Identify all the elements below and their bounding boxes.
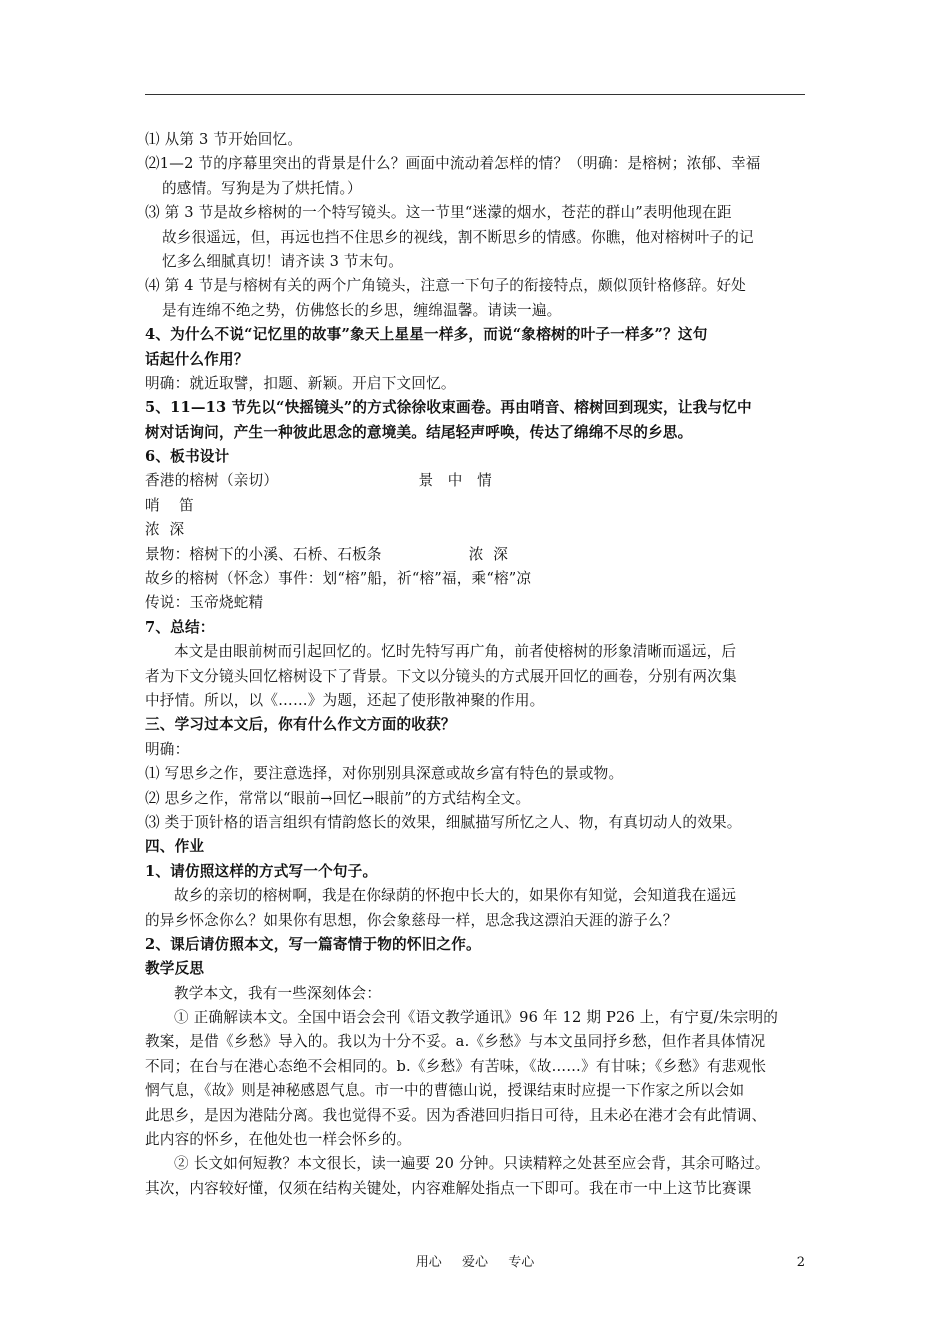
text-line: ⑴ 从第 3 节开始回忆。 bbox=[145, 131, 303, 148]
section-heading-line: 4、为什么不说“记忆里的故事”象天上星星一样多，而说“象榕树的叶子一样多”？这句 bbox=[145, 326, 708, 344]
text-line: 此思乡，是因为港陆分离。我也觉得不妥。因为香港回归指日可待，且未必在港才会有此情调、 bbox=[145, 1106, 767, 1124]
text-line: 教学本文，我有一些深刻体会： bbox=[174, 984, 382, 1002]
page-footer bbox=[0, 1253, 950, 1273]
text-line: ① 正确解读本文。全国中语会会刊《语文教学通讯》96 年 12 期 P26 上，有宁夏/朱宗明的 bbox=[174, 1009, 779, 1027]
text-line: 故乡的亲切的榕树啊，我是在你绿荫的怀抱中长大的，如果你有知觉，会知道我在遥远 bbox=[174, 887, 737, 905]
text-line: 的异乡怀念你么？如果你有思想，你会象慈母一样，思念我这漂泊天涯的游子么？ bbox=[145, 911, 678, 929]
text-line: ② 长文如何短教？本文很长，读一遍要 20 分钟。只读精粹之处甚至应会背，其余可略过。 bbox=[174, 1155, 770, 1173]
text-line: 哨 笛 bbox=[145, 496, 194, 514]
text-line: ⑶ 类于顶针格的语言组织有情韵悠长的效果，细腻描写所忆之人、物，有真切动人的效果。 bbox=[145, 813, 742, 831]
text-line: 此内容的怀乡，在他处也一样会怀乡的。 bbox=[145, 1131, 412, 1149]
section-heading-line: 1、请仿照这样的方式写一个句子。 bbox=[145, 862, 378, 880]
section-heading-line: 2、课后请仿照本文，写一篇寄情于物的怀旧之作。 bbox=[145, 935, 481, 953]
section-heading-line: 教学反思 bbox=[145, 960, 205, 978]
section-heading-line: 话起什么作用？ bbox=[145, 350, 249, 368]
text-line: 中抒情。所以，以《……》为题，还起了使形散神聚的作用。 bbox=[145, 691, 545, 709]
text-line: 是有连绵不绝之势，仿佛悠长的乡思，缠绵温馨。请读一遍。 bbox=[162, 301, 562, 319]
section-heading-line: 6、板书设计 bbox=[145, 448, 230, 466]
page-number: 2 bbox=[796, 1255, 805, 1270]
section-heading-line: 7、总结： bbox=[145, 618, 215, 636]
section-heading-line: 三、学习过本文后，你有什么作文方面的收获？ bbox=[145, 716, 456, 734]
text-line: ⑴ 写思乡之作，要注意选择，对你别别具深意或故乡富有特色的景或物。 bbox=[145, 765, 624, 783]
document-body bbox=[145, 128, 813, 1201]
text-line: ⑵1—2 节的序幕里突出的背景是什么？画面中流动着怎样的情？（明确：是榕树；浓郁、幸福 bbox=[145, 155, 761, 173]
text-line: 的感情。写狗是为了烘托情。） bbox=[162, 179, 362, 197]
text-line: 惘气息，《故》则是神秘感恩气息。市一中的曹德山说，授课结束时应提一下作家之所以会如 bbox=[145, 1082, 745, 1100]
text-line: 明确：就近取譬，扣题、新颖。开启下文回忆。 bbox=[145, 374, 456, 392]
text-line: 传说：玉帝烧蛇精 bbox=[145, 594, 264, 612]
text-line: 明确： bbox=[145, 740, 190, 758]
text-line: 故乡的榕树（怀念）事件：划“榕”船，祈“榕”福，乘“榕”凉 bbox=[145, 570, 532, 588]
text-line: 本文是由眼前树而引起回忆的。忆时先特写再广角，前者使榕树的形象清晰而遥远，后 bbox=[174, 643, 737, 661]
text-line: 香港的榕树（亲切） 景 中 情 bbox=[145, 472, 492, 490]
text-line: 不同；在台与在港心态绝不会相同的。b.《乡愁》有苦味，《故……》有甘味；《乡愁》有悲观怅 bbox=[145, 1057, 767, 1075]
text-line: 故乡很遥远，但，再远也挡不住思乡的视线，割不断思乡的情感。你瞧，他对榕树叶子的记 bbox=[162, 228, 754, 246]
footer-slogan: 用心 爱心 专心 bbox=[415, 1255, 535, 1270]
text-line: ⑶ 第 3 节是故乡榕树的一个特写镜头。这一节里“迷濛的烟水，苍茫的群山”表明他现在距 bbox=[145, 204, 732, 222]
text-line: 者为下文分镜头回忆榕树设下了背景。下文以分镜头的方式展开回忆的画卷，分别有两次集 bbox=[145, 667, 737, 685]
section-heading-line: 树对话询问，产生一种彼此思念的意境美。结尾轻声呼唤，传达了绵绵不尽的乡思。 bbox=[145, 423, 693, 441]
text-line: 教案，是借《乡愁》导入的。我以为十分不妥。a.《乡愁》与本文虽同抒乡愁，但作者具体情况 bbox=[145, 1033, 766, 1051]
text-line: ⑵ 思乡之作，常常以“眼前→回忆→眼前”的方式结构全文。 bbox=[145, 789, 531, 807]
section-heading-line: 5、11—13 节先以“快摇镜头”的方式徐徐收束画卷。再由哨音、榕树回到现实，让我与忆中 bbox=[145, 399, 752, 417]
section-heading-line: 四、作业 bbox=[145, 838, 205, 856]
text-line: 浓 深 bbox=[145, 521, 185, 539]
text-line: 景物：榕树下的小溪、石桥、石板条 浓 深 bbox=[145, 545, 509, 563]
text-line: 忆多么细腻真切！请齐读 3 节末句。 bbox=[162, 252, 404, 270]
text-line: ⑷ 第 4 节是与榕树有关的两个广角镜头，注意一下句子的衔接特点，颇似顶针格修辞。好处 bbox=[145, 277, 746, 295]
header-rule bbox=[145, 94, 805, 95]
text-line: 其次，内容较好懂，仅须在结构关键处，内容难解处指点一下即可。我在市一中上这节比赛课 bbox=[145, 1179, 752, 1197]
